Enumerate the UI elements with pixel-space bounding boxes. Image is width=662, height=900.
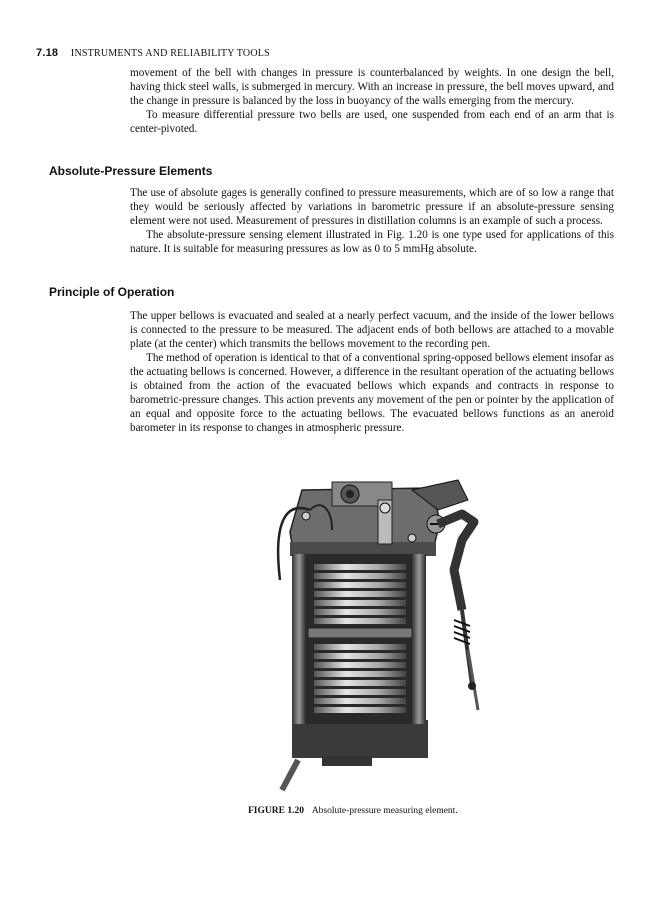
page-number: 7.18: [36, 47, 59, 59]
intro-text-block: [130, 66, 614, 136]
figure-caption: [248, 806, 458, 816]
section1-text-block: [130, 186, 614, 256]
body-paragraph: The method of operation is identical to that of a conventional spring-opposed bellows element insofar as the actuating bellows is concerned. However, a difference in the resultant operation of the actuating bellows is obtained from the action of the evacuated bellows which expands and contracts in response to barometric-pressure changes. This action prevents any movement of the pen or pointer by the application of an equal and opposite force to the actuating bellows. The evacuated bellows functions as an aneroid barometer in its response to changes in atmospheric pressure.: [130, 352, 614, 434]
running-header: [36, 47, 270, 59]
section2-text-block: [130, 309, 614, 435]
running-title: INSTRUMENTS AND RELIABILITY TOOLS: [70, 48, 270, 59]
figure-caption-text: Absolute-pressure measuring element.: [311, 806, 458, 816]
body-paragraph: The upper bellows is evacuated and sealed at a nearly perfect vacuum, and the inside of the lower bellows is connected to the pressure to be measured. The adjacent ends of both bellows are attached to a movable plate (at the center) which transmits the bellows movement to the recording pen.: [130, 310, 614, 350]
upper-bellows: [314, 564, 406, 624]
section-heading-principle: Principle of Operation: [49, 285, 175, 299]
body-paragraph: movement of the bell with changes in pressure is counterbalanced by weights. In one design the bell, having thick steel walls, is submerged in mercury. With an increase in pressure, the bell moves upward, and the change in pressure is balanced by the loss in buoyancy of the walls emerging from the mercury.: [130, 67, 614, 107]
bellows-illustration: [262, 470, 490, 792]
figure-absolute-pressure-element: [262, 470, 490, 792]
body-paragraph: To measure differential pressure two bells are used, one suspended from each end of an arm that is center-pivoted.: [130, 109, 614, 135]
section-heading-absolute-pressure: Absolute-Pressure Elements: [49, 164, 213, 178]
body-paragraph: The use of absolute gages is generally confined to pressure measurements, which are of so low a range that they would be seriously affected by variations in barometric pressure if an absolute-pressure sensing element were not used. Measurement of pressures in distillation columns is an example of such a process.: [130, 187, 614, 227]
body-paragraph: The absolute-pressure sensing element illustrated in Fig. 1.20 is one type used for applications of this nature. It is suitable for measuring pressures as low as 0 to 5 mmHg absolute.: [130, 229, 614, 255]
figure-label: FIGURE 1.20: [248, 806, 304, 816]
